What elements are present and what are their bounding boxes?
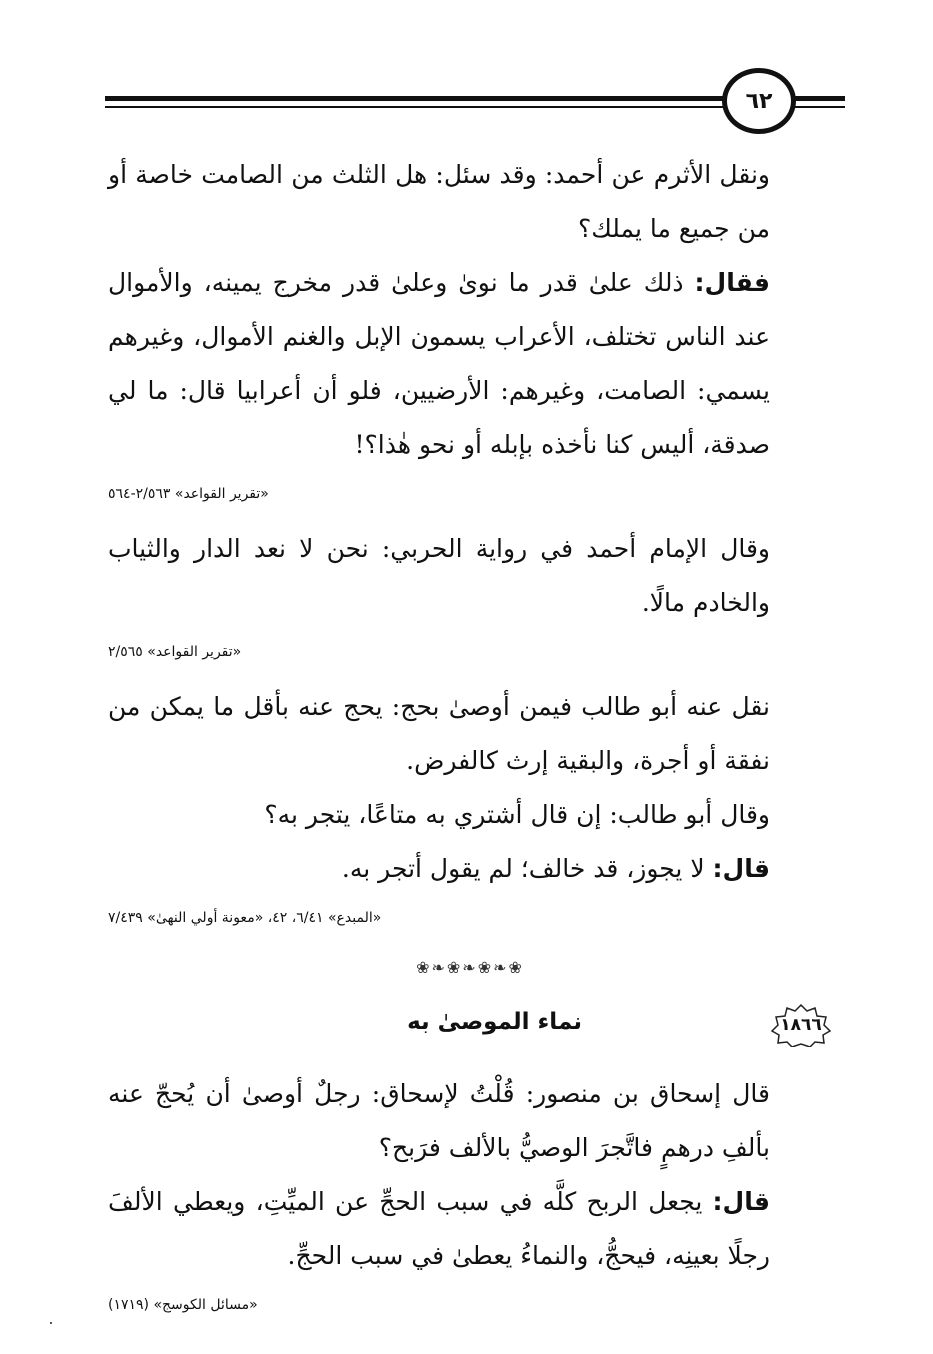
source-citation: «المبدع» ٦/٤١، ٤٢، «معونة أولي النهىٰ» ٧/٤٣٩ — [108, 910, 382, 926]
source-citation: «تقرير القواعد» ٢/٥٦٣-٥٦٤ — [108, 486, 269, 502]
paragraph — [108, 256, 832, 472]
source-citation: «تقرير القواعد» ٢/٥٦٥ — [108, 644, 242, 660]
paragraph — [108, 148, 832, 256]
paragraph-text: يجعل الربح كلَّه في سبب الحجِّ عن الميِّتِ، ويعطي الألفَ رجلًا بعينِه، فيحجُّ، والنماءُ يعطىٰ في سبب الحجِّ. — [108, 1187, 770, 1270]
section-heading: نماء الموصىٰ به — [407, 1009, 582, 1035]
paragraph-text: قال إسحاق بن منصور: قُلْتُ لإسحاق: رجلٌ أوصىٰ أن يُحجّ عنه بألفِ درهمٍ فاتَّجرَ الوصيُّ بالألف فرَبح؟ — [108, 1079, 770, 1162]
paragraph-lead: فقال: — [694, 268, 770, 297]
paragraph — [108, 1067, 832, 1175]
source-citation: «مسائل الكوسج» (١٧١٩) — [108, 1297, 258, 1313]
paragraph — [108, 788, 832, 842]
section-heading-row — [108, 1003, 832, 1057]
paragraph-text: لا يجوز، قد خالف؛ لم يقول أتجر به. — [341, 854, 713, 883]
paragraph — [108, 522, 832, 630]
page-number-badge — [722, 68, 796, 134]
paragraph — [108, 680, 832, 788]
paragraph-lead: قال: — [712, 854, 770, 883]
scan-speck — [50, 1322, 52, 1324]
paragraph-text: وقال أبو طالب: إن قال أشتري به متاعًا، يتجر به؟ — [264, 800, 770, 829]
paragraph — [108, 1175, 832, 1283]
paragraph-lead: قال: — [712, 1187, 770, 1216]
paragraph — [108, 842, 832, 896]
page-number: ٦٢ — [745, 88, 773, 114]
text-block — [108, 148, 832, 504]
paragraph-text: ذلك علىٰ قدر ما نوىٰ وعلىٰ قدر مخرج يمينه، والأموال عند الناس تختلف، الأعراب يسمون الإبل والغنم الأموال، وغيرهم يسمي: الصامت، وغيرهم: الأرضيين، فلو أن أعرابيا قال: ما لي صدقة، أليس كنا نأخذه بإبله أو نحو هٰذا؟! — [108, 268, 770, 459]
paragraph-text: نقل عنه أبو طالب فيمن أوصىٰ بحج: يحج عنه بأقل ما يمكن من نفقة أو أجرة، والبقية إرث كالفرض. — [108, 692, 770, 775]
section — [108, 1003, 832, 1315]
ornament-divider: ❀❧❀❧❀❧❀ — [416, 958, 524, 977]
text-block — [108, 522, 832, 662]
section-number: ١٨٦٦ — [780, 1015, 822, 1035]
section-number-badge — [770, 1003, 832, 1047]
paragraph-text: ونقل الأثرم عن أحمد: وقد سئل: هل الثلث من الصامت خاصة أو من جميع ما يملك؟ — [108, 160, 770, 243]
page-content — [108, 148, 832, 1333]
paragraph-text: وقال الإمام أحمد في رواية الحربي: نحن لا نعد الدار والثياب والخادم مالًا. — [108, 534, 770, 617]
text-block — [108, 680, 832, 928]
